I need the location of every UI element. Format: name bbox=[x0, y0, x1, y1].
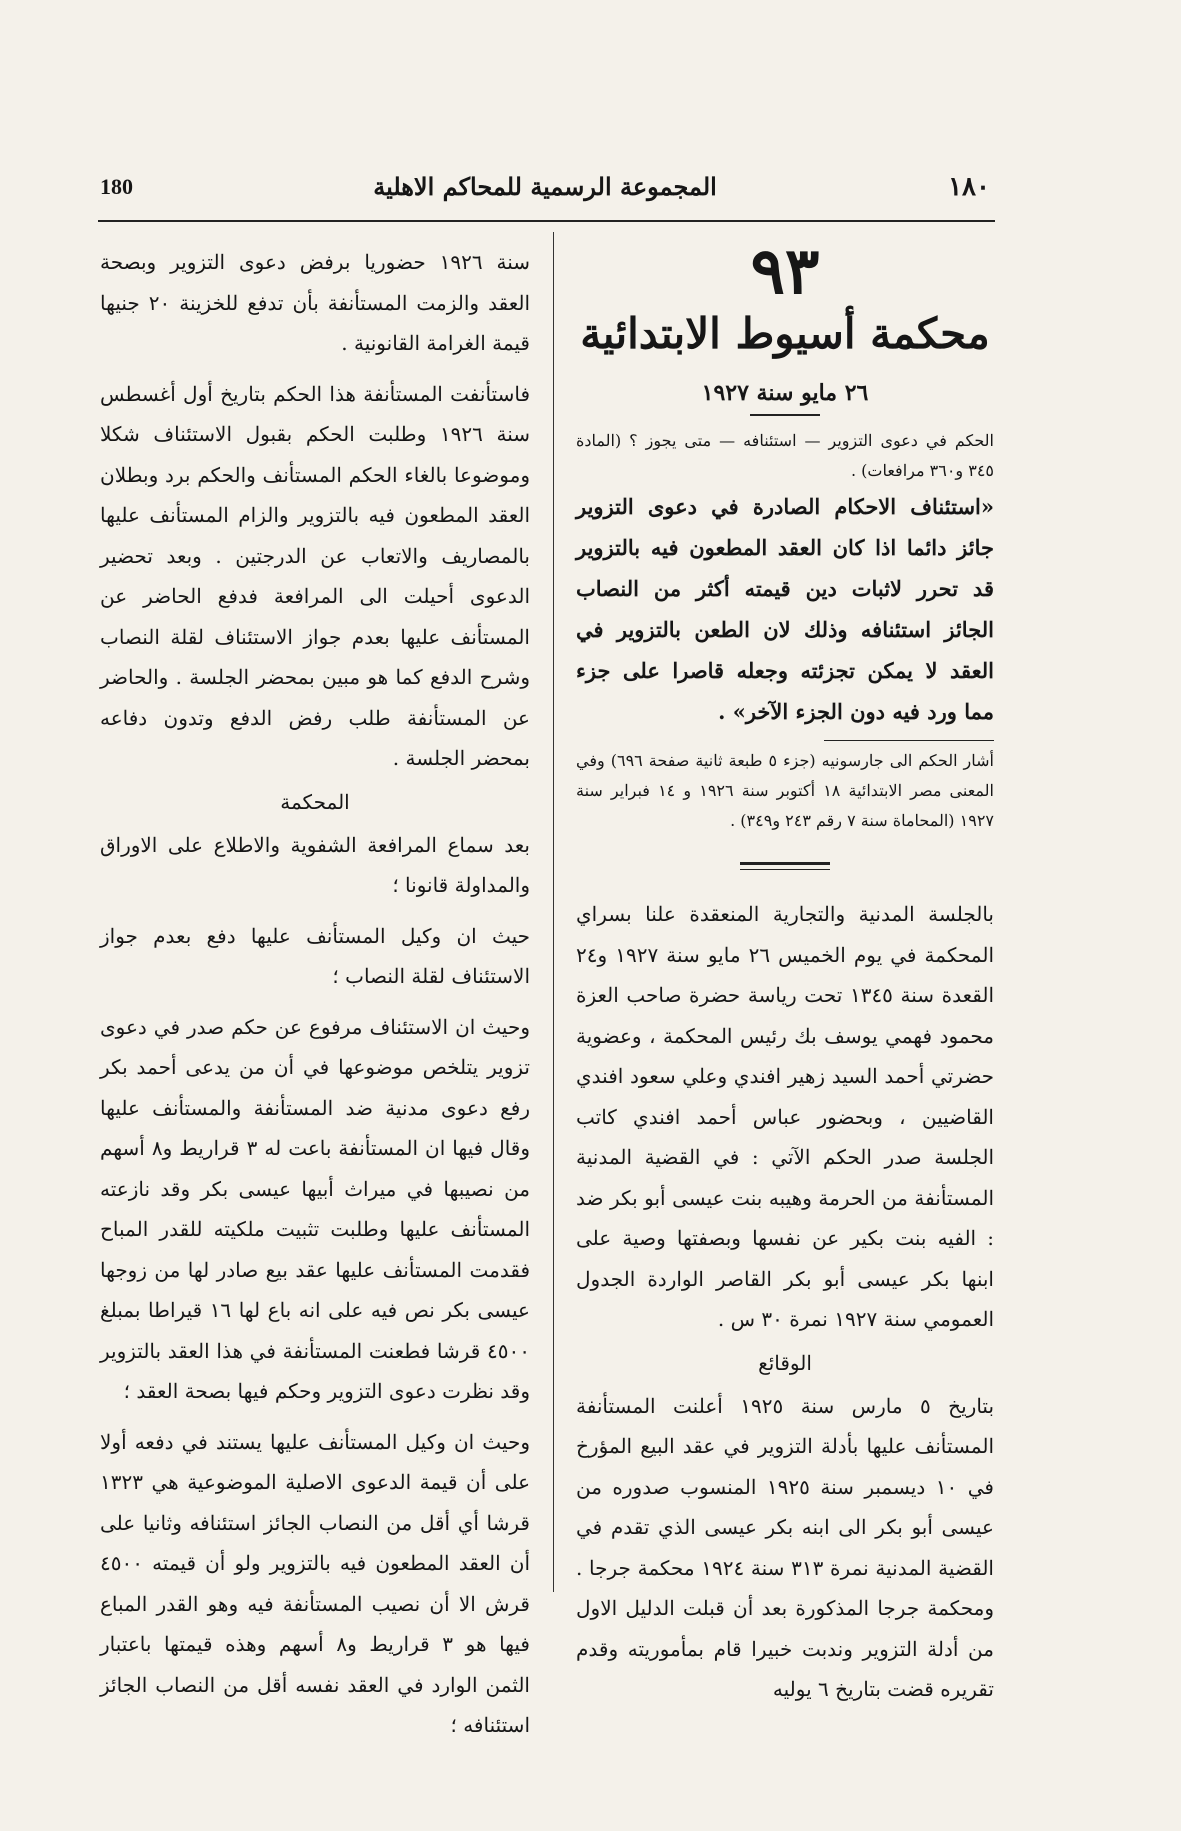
page-number-arabic: ١٨٠ bbox=[948, 172, 990, 202]
footnote-rule bbox=[576, 740, 994, 746]
facts-paragraph: بتاريخ ٥ مارس سنة ١٩٢٥ أعلنت المستأنفة المستأنف عليها بأدلة التزوير في عقد البيع المؤرخ في ١٠ ديسمبر سنة ١٩٢٥ المنسوب صدوره من عيسى أبو بكر الى ابنه بكر عيسى الذي تقدم في القضية المدنية نمرة ٣١٣ سنة ١٩٢٤ محكمة جرجا . ومحكمة جرجا المذكورة بعد أن قبلت الدليل الاول من أدلة التزوير وندبت خبيرا قام بمأموريته وقدم تقريره قضت بتاريخ ٦ يوليه bbox=[576, 1393, 995, 1701]
paragraph-2: فاستأنفت المستأنفة هذا الحكم بتاريخ أول أغسطس سنة ١٩٢٦ وطلبت الحكم بقبول الاستئناف شكلا وموضوعا بالغاء الحكم المستأنف والحكم برد وبطلان العقد المطعون فيه بالتزوير والزام المستأنف عليها بالمصاريف والاتعاب عن الدرجتين . وبعد تحضير الدعوى أحيلت الى المرافعة فدفع الحاضر عن المستأنف عليها بعدم جواز الاستئناف لقلة النصاب وشرح الدفع كما هو مبين بمحضر الجلسة . والحاضر عن المستأنفة طلب رفض الدفع وتدون دفاعه بمحضر الجلسة . bbox=[100, 381, 531, 770]
date-rule bbox=[750, 414, 820, 416]
footnote: أشار الحكم الى جارسونيه (جزء ٥ طبعة ثانية صفحة ٦٩٦) وفي المعنى مصر الابتدائية ١٨ أكتوبر سنة ١٩٢٦ و ١٤ فبراير سنة ١٩٢٧ (المحاماة سنة ٧ رقم ٢٤٣ و٣٤٩) . bbox=[576, 751, 994, 830]
facts-heading: الوقائع bbox=[758, 1350, 812, 1375]
court-heading: المحكمة bbox=[280, 789, 350, 814]
case-date: ٢٦ مايو سنة ١٩٢٧ bbox=[701, 380, 869, 406]
column-divider bbox=[553, 232, 554, 1592]
paragraph-1: سنة ١٩٢٦ حضوريا برفض دعوى التزوير وبصحة العقد والزمت المستأنفة بأن تدفع للخزينة ٢٠ جنيها قيمة الغرامة القانونية . bbox=[100, 250, 530, 355]
section-separator bbox=[740, 862, 830, 870]
header-rule bbox=[98, 220, 995, 222]
paragraph-4: حيث ان وكيل المستأنف عليها دفع بعدم جواز الاستئناف لقلة النصاب ؛ bbox=[100, 923, 530, 988]
page-header bbox=[100, 172, 990, 212]
paragraph-5: وحيث ان الاستئناف مرفوع عن حكم صدر في دعوى تزوير يتلخص موضوعها في أن من يدعى أحمد بكر رفع دعوى مدنية ضد المستأنفة والمستأنف عليها وقال فيها ان المستأنفة باعت له ٣ قراريط و٨ أسهم من نصيبها في ميراث أبيها عيسى بكر وقد نازعته المستأنف عليها وطلبت تثبيت ملكيته للقدر المباح فقدمت المستأنف عليها عقد بيع صادر لها من زوجها عيسى بكر نص فيه على انه باع لها ١٦ قيراطا بمبلغ ٤٥٠٠ قرشا فطعنت المستأنفة في هذا العقد بالتزوير وقد نظرت دعوى التزوير وحكم فيها بصحة العقد ؛ bbox=[100, 1014, 531, 1403]
running-title: المجموعة الرسمية للمحاكم الاهلية bbox=[373, 172, 717, 201]
paragraph-3: بعد سماع المرافعة الشفوية والاطلاع على الاوراق والمداولة قانونا ؛ bbox=[100, 832, 530, 897]
legal-principle: «استئناف الاحكام الصادرة في دعوى التزوير جائز دائما اذا كان العقد المطعون فيه بالتزوير قد تحرر لاثبات دين قيمته أكثر من النصاب الجائز استئنافه وذلك لان الطعن بالتزوير في العقد لا يمكن تجزئته وجعله قاصرا على جزء مما ورد فيه دون الجزء الآخر» . bbox=[576, 494, 994, 724]
case-summary: الحكم في دعوى التزوير — استئنافه — متى يجوز ؟ (المادة ٣٤٥ و٣٦٠ مرافعات) . bbox=[576, 431, 994, 480]
paragraph-6: وحيث ان وكيل المستأنف عليها يستند في دفعه أولا على أن قيمة الدعوى الاصلية الموضوعية هي ١٣٢٣ قرشا أي أقل من النصاب الجائز استئنافه وثانيا على أن العقد المطعون فيه بالتزوير ولو أن قيمته ٤٥٠٠ قرش الا أن نصيب المستأنفة فيه وهو القدر المباع فيها هو ٣ قراريط و٨ أسهم وهذه قيمتها باعتبار الثمن الوارد في العقد نفسه أقل من النصاب الجائز استئنافه ؛ bbox=[100, 1429, 530, 1737]
right-column bbox=[576, 234, 995, 1710]
left-column bbox=[100, 242, 530, 1746]
court-name: محكمة أسيوط الابتدائية bbox=[580, 309, 990, 358]
page-number-latin: 180 bbox=[100, 174, 133, 199]
case-number: ٩٣ bbox=[750, 234, 820, 309]
session-paragraph: بالجلسة المدنية والتجارية المنعقدة علنا بسراي المحكمة في يوم الخميس ٢٦ مايو سنة ١٩٢٧ و٢٤ القعدة سنة ١٣٤٥ تحت رياسة حضرة صاحب العزة محمود فهمي يوسف بك رئيس المحكمة ، وعضوية حضرتي أحمد السيد زهير افندي وعلي سعود افندي القاضيين ، وبحضور عباس أحمد افندي كاتب الجلسة صدر الحكم الآتي : في القضية المدنية المستأنفة من الحرمة وهيبه بنت عيسى أبو بكر ضد : الفيه بنت بكير عن نفسها وبصفتها وصية على ابنها بكر عيسى أبو بكر القاصر الواردة الجدول العمومي سنة ١٩٢٧ نمرة ٣٠ س . bbox=[576, 902, 995, 1331]
